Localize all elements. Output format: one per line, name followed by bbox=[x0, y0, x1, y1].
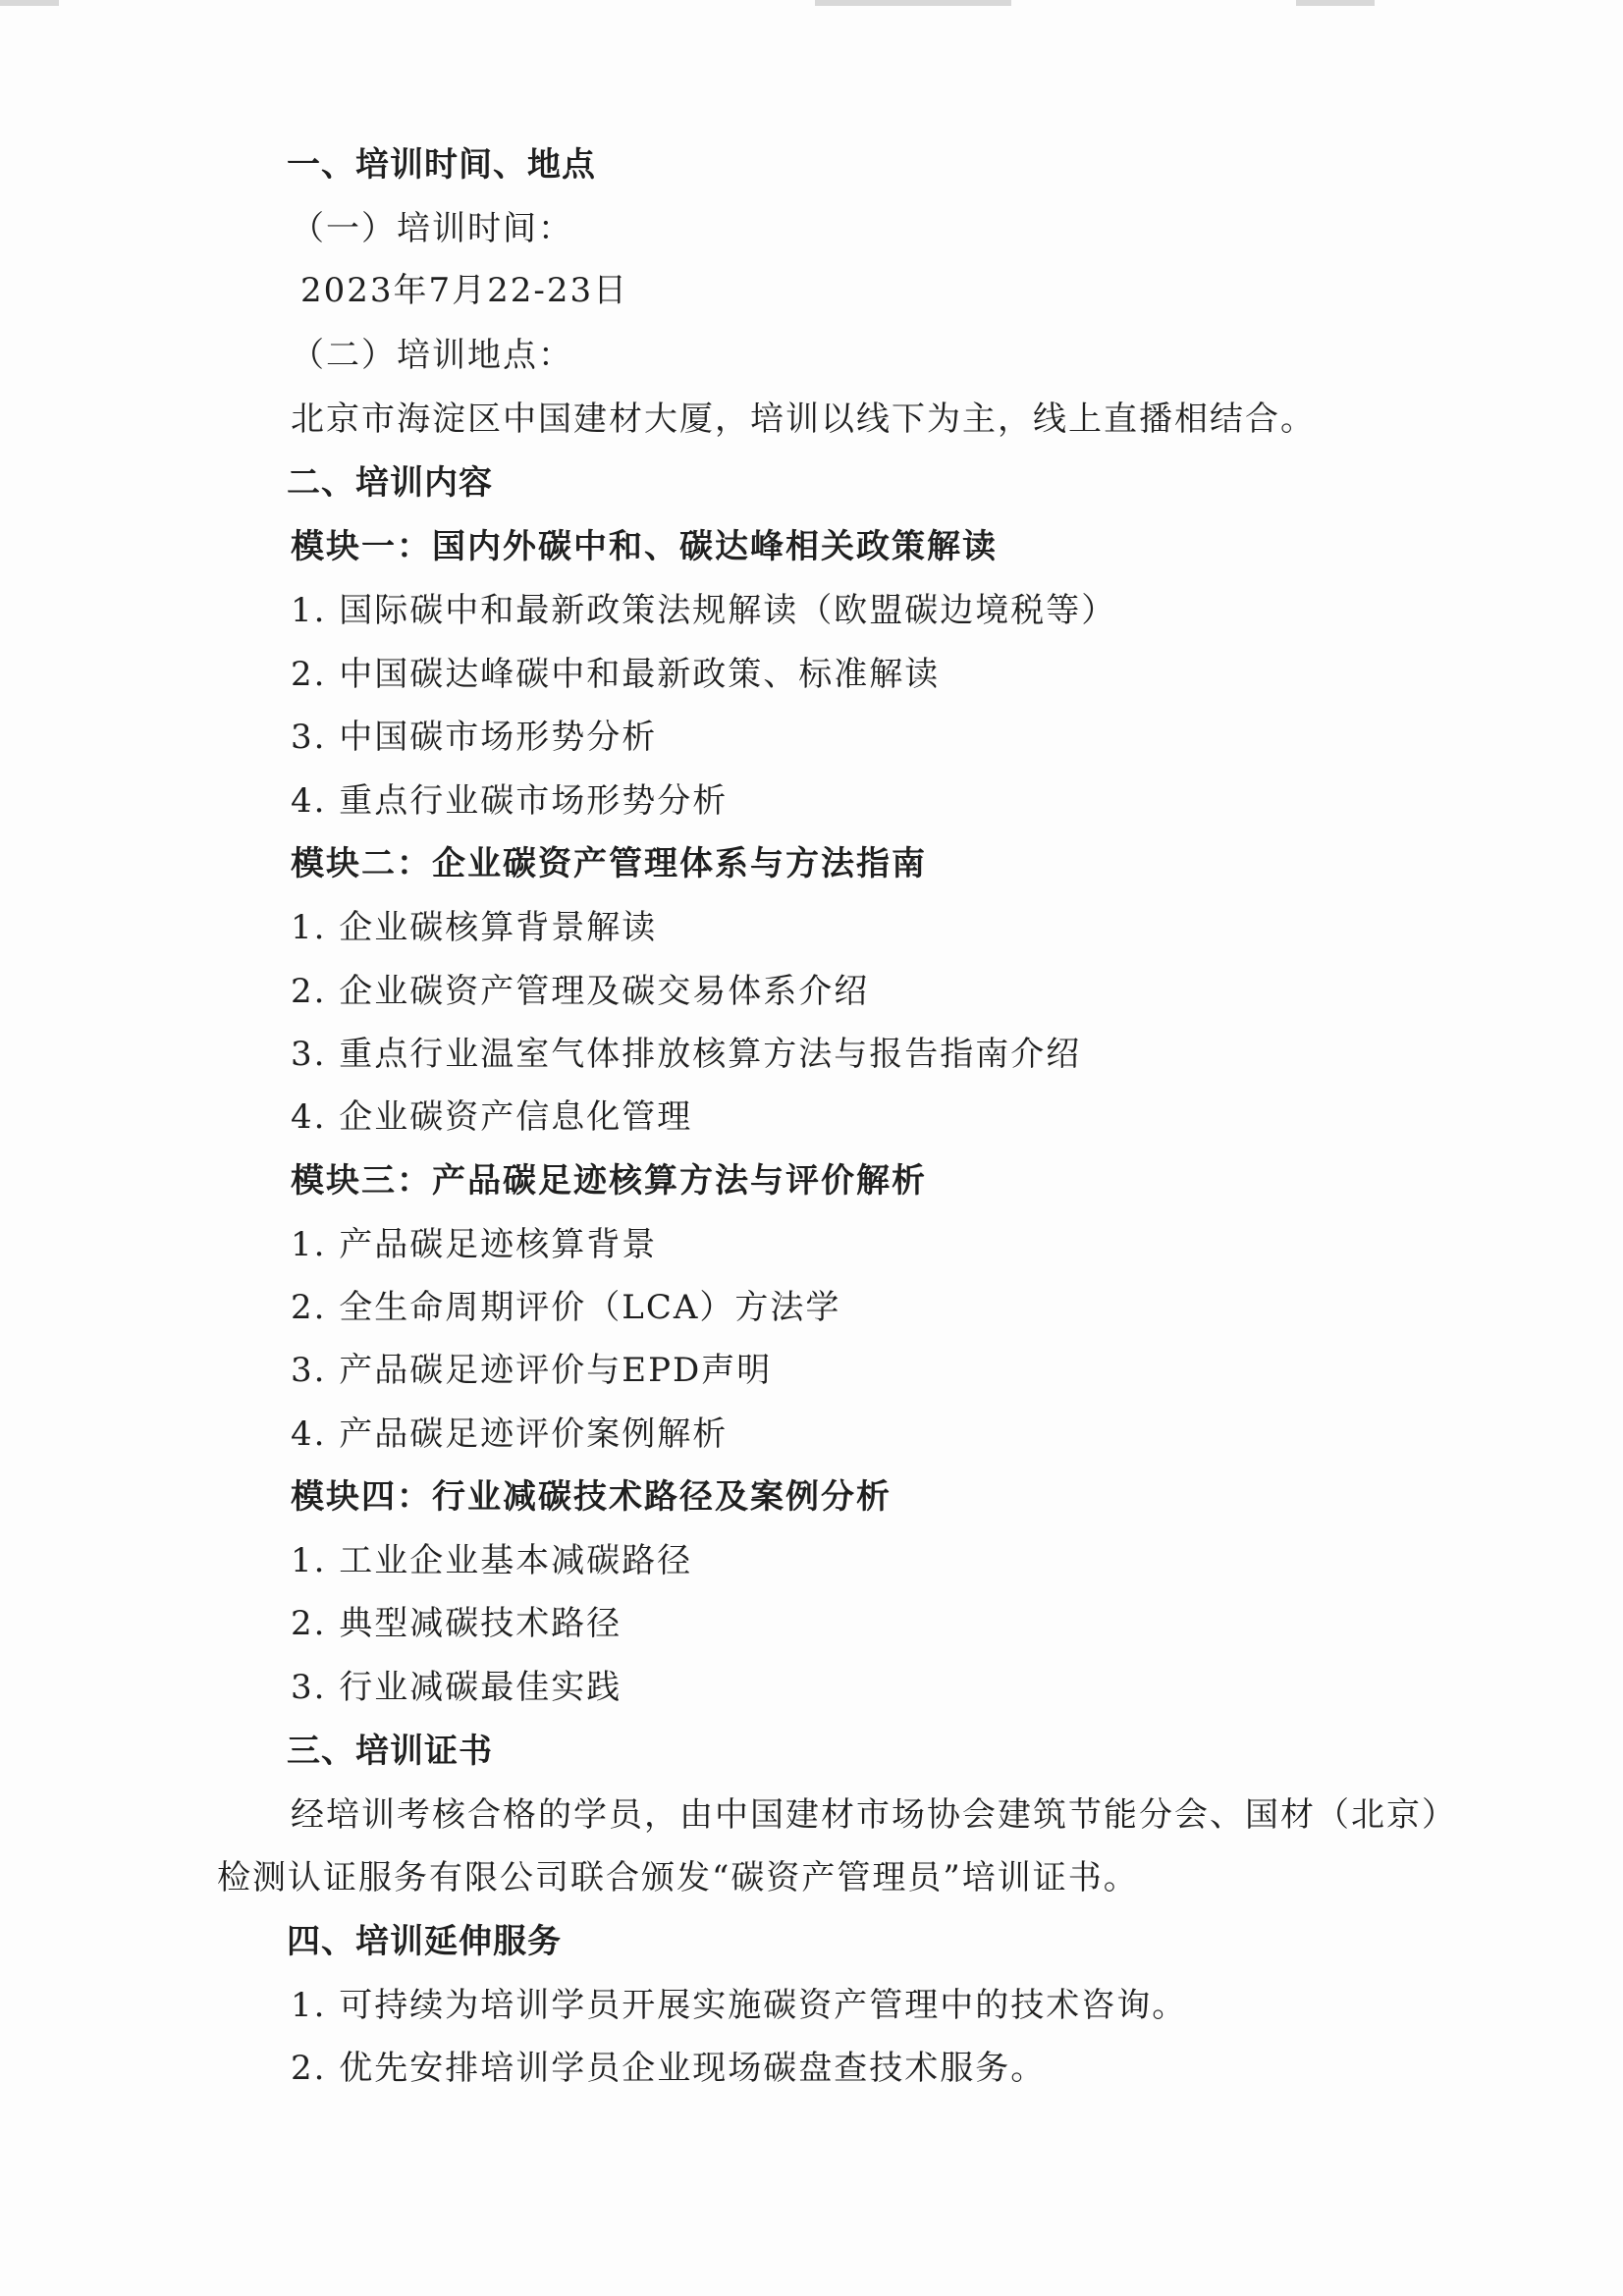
list-item: 3. 重点行业温室气体排放核算方法与报告指南介绍 bbox=[291, 1035, 1082, 1074]
subheading-place: （二）培训地点： bbox=[291, 336, 573, 375]
scan-edge-mark bbox=[815, 0, 1011, 6]
list-item: 2. 全生命周期评价（LCA）方法学 bbox=[291, 1288, 841, 1327]
list-item: 4. 重点行业碳市场形势分析 bbox=[291, 781, 729, 821]
list-item: 3. 中国碳市场形势分析 bbox=[291, 718, 658, 757]
subheading-time: （一）培训时间： bbox=[291, 209, 573, 248]
list-item: 3. 行业减碳最佳实践 bbox=[291, 1668, 622, 1707]
module-title: 模块三：产品碳足迹核算方法与评价解析 bbox=[291, 1161, 927, 1201]
list-item: 4. 企业碳资产信息化管理 bbox=[291, 1097, 693, 1137]
section-heading-extended-service: 四、培训延伸服务 bbox=[287, 1922, 562, 1961]
list-item: 3. 产品碳足迹评价与EPD声明 bbox=[291, 1351, 773, 1390]
list-item: 2. 中国碳达峰碳中和最新政策、标准解读 bbox=[291, 655, 941, 694]
section-heading-time-place: 一、培训时间、地点 bbox=[287, 145, 596, 185]
scan-edge-mark bbox=[1296, 0, 1375, 6]
list-item: 1. 产品碳足迹核算背景 bbox=[291, 1225, 658, 1264]
module-title: 模块一：国内外碳中和、碳达峰相关政策解读 bbox=[291, 527, 998, 566]
list-item: 4. 产品碳足迹评价案例解析 bbox=[291, 1415, 729, 1454]
list-item: 2. 企业碳资产管理及碳交易体系介绍 bbox=[291, 972, 870, 1011]
training-date: 2023年7月22-23日 bbox=[300, 271, 629, 310]
module-title: 模块四：行业减碳技术路径及案例分析 bbox=[291, 1477, 892, 1517]
scan-edge-mark bbox=[0, 0, 59, 6]
paragraph-line: 经培训考核合格的学员，由中国建材市场协会建筑节能分会、国材（北京） bbox=[291, 1795, 1457, 1835]
list-item: 1. 企业碳核算背景解读 bbox=[291, 908, 658, 947]
list-item: 1. 工业企业基本减碳路径 bbox=[291, 1541, 693, 1580]
list-item: 1. 可持续为培训学员开展实施碳资产管理中的技术咨询。 bbox=[291, 1986, 1188, 2025]
section-heading-certificate: 三、培训证书 bbox=[287, 1732, 493, 1771]
list-item: 2. 典型减碳技术路径 bbox=[291, 1604, 622, 1643]
training-place: 北京市海淀区中国建材大厦，培训以线下为主，线上直播相结合。 bbox=[291, 400, 1316, 439]
paragraph-line: 检测认证服务有限公司联合颁发“碳资产管理员”培训证书。 bbox=[217, 1858, 1139, 1897]
section-heading-content: 二、培训内容 bbox=[287, 463, 493, 503]
module-title: 模块二：企业碳资产管理体系与方法指南 bbox=[291, 844, 927, 883]
list-item: 1. 国际碳中和最新政策法规解读（欧盟碳边境税等） bbox=[291, 591, 1117, 630]
list-item: 2. 优先安排培训学员企业现场碳盘查技术服务。 bbox=[291, 2049, 1047, 2088]
